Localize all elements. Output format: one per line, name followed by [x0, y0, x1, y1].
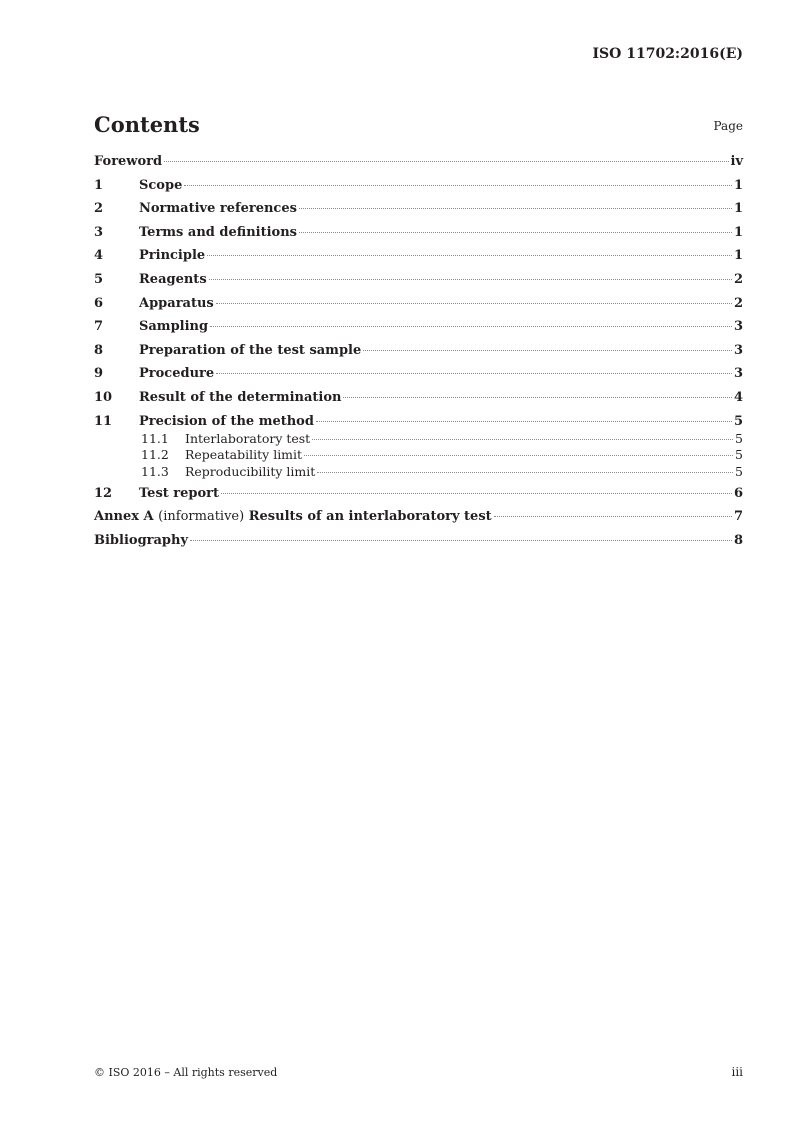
toc-title: Normative references — [139, 201, 297, 217]
page-column-label: Page — [713, 119, 743, 133]
toc-number: 8 — [94, 342, 104, 358]
toc-number: 5 — [94, 271, 104, 287]
toc-title: Precision of the method — [139, 413, 314, 429]
contents-title: Contents — [94, 112, 200, 137]
toc-title: Scope — [139, 177, 183, 193]
toc-page: 1 — [733, 224, 743, 240]
toc-entry-11-1[interactable] — [94, 431, 743, 448]
dot-leader — [299, 232, 732, 233]
toc-title: Foreword — [94, 154, 163, 169]
toc-title: Principle — [139, 248, 206, 264]
dot-leader — [209, 279, 732, 280]
toc-title: Reproducibility limit — [185, 463, 316, 479]
toc-number: 3 — [94, 224, 104, 240]
toc-page: 1 — [733, 248, 743, 264]
toc-entry-bibliography[interactable] — [94, 533, 743, 557]
toc-title: Interlaboratory test — [185, 430, 311, 446]
toc-entry-11-2[interactable] — [94, 447, 743, 464]
dot-leader — [343, 397, 731, 398]
toc-page: 5 — [735, 463, 743, 479]
toc-title: Procedure — [139, 366, 215, 382]
toc-entry-11-3[interactable] — [94, 464, 743, 486]
toc-number: 7 — [94, 319, 104, 335]
toc-entry-annex-a[interactable] — [94, 509, 743, 533]
toc-page: iv — [730, 154, 743, 169]
toc-entry-6[interactable] — [94, 296, 743, 320]
toc-entry-10[interactable] — [94, 390, 743, 414]
toc-entry-8[interactable] — [94, 343, 743, 367]
toc-page: 2 — [733, 295, 743, 311]
toc-entry-9[interactable] — [94, 366, 743, 390]
toc-title: Result of the determination — [139, 389, 342, 405]
toc-page: 4 — [733, 389, 743, 405]
toc-number: 9 — [94, 366, 104, 382]
toc-page: 2 — [733, 271, 743, 287]
dot-leader — [317, 472, 733, 473]
dot-leader — [207, 255, 732, 256]
toc-entry-7[interactable] — [94, 319, 743, 343]
toc-title: Bibliography — [94, 532, 189, 548]
annex-title: Results of an interlaboratory test — [248, 509, 492, 525]
toc-number: 2 — [94, 201, 104, 217]
toc-page: 1 — [733, 201, 743, 217]
toc-entry-4[interactable] — [94, 248, 743, 272]
toc-title: Terms and definitions — [139, 224, 297, 240]
toc-number: 10 — [94, 389, 113, 405]
page-number: iii — [731, 1065, 743, 1079]
toc-title: Sampling — [139, 319, 209, 335]
dot-leader — [312, 439, 733, 440]
toc-page: 5 — [733, 413, 743, 429]
dot-leader — [304, 455, 733, 456]
dot-leader — [184, 185, 732, 186]
toc-number: 4 — [94, 248, 104, 264]
toc-number: 1 — [94, 177, 104, 193]
toc-number: 11.2 — [141, 447, 169, 463]
toc-entry-12[interactable] — [94, 486, 743, 510]
dot-leader — [164, 161, 728, 162]
dot-leader — [216, 303, 732, 304]
toc-title: Test report — [139, 485, 220, 501]
toc-page: 8 — [733, 532, 743, 548]
toc-number: 11.1 — [141, 430, 169, 446]
toc-number: 12 — [94, 485, 113, 501]
toc-entry-1[interactable] — [94, 178, 743, 202]
toc-number: 6 — [94, 295, 104, 311]
copyright-notice: © ISO 2016 – All rights reserved — [94, 1066, 278, 1079]
dot-leader — [299, 208, 732, 209]
annex-prefix: Annex A — [94, 509, 154, 525]
toc-page: 1 — [733, 177, 743, 193]
toc-entry-2[interactable] — [94, 201, 743, 225]
table-of-contents — [94, 154, 743, 556]
toc-page: 7 — [733, 509, 743, 525]
dot-leader — [210, 326, 732, 327]
toc-entry-11[interactable] — [94, 414, 743, 431]
dot-leader — [190, 540, 732, 541]
toc-page: 5 — [735, 430, 743, 446]
toc-page: 3 — [733, 319, 743, 335]
dot-leader — [363, 350, 732, 351]
dot-leader — [316, 421, 732, 422]
annex-type: (informative) — [158, 509, 245, 525]
document-code: ISO 11702:2016(E) — [592, 46, 743, 62]
dot-leader — [221, 493, 732, 494]
toc-page: 3 — [733, 342, 743, 358]
toc-page: 6 — [733, 485, 743, 501]
toc-entry-5[interactable] — [94, 272, 743, 296]
toc-title: Preparation of the test sample — [139, 342, 362, 358]
toc-number: 11 — [94, 413, 113, 429]
toc-title: Apparatus — [139, 295, 214, 311]
toc-title: Repeatability limit — [185, 447, 303, 463]
dot-leader — [216, 373, 732, 374]
toc-page: 3 — [733, 366, 743, 382]
toc-page: 5 — [735, 447, 743, 463]
toc-title: Reagents — [139, 271, 207, 287]
toc-entry-3[interactable] — [94, 225, 743, 249]
toc-number: 11.3 — [141, 463, 169, 479]
toc-title — [94, 509, 492, 524]
dot-leader — [494, 516, 732, 517]
toc-entry-foreword[interactable] — [94, 154, 743, 178]
